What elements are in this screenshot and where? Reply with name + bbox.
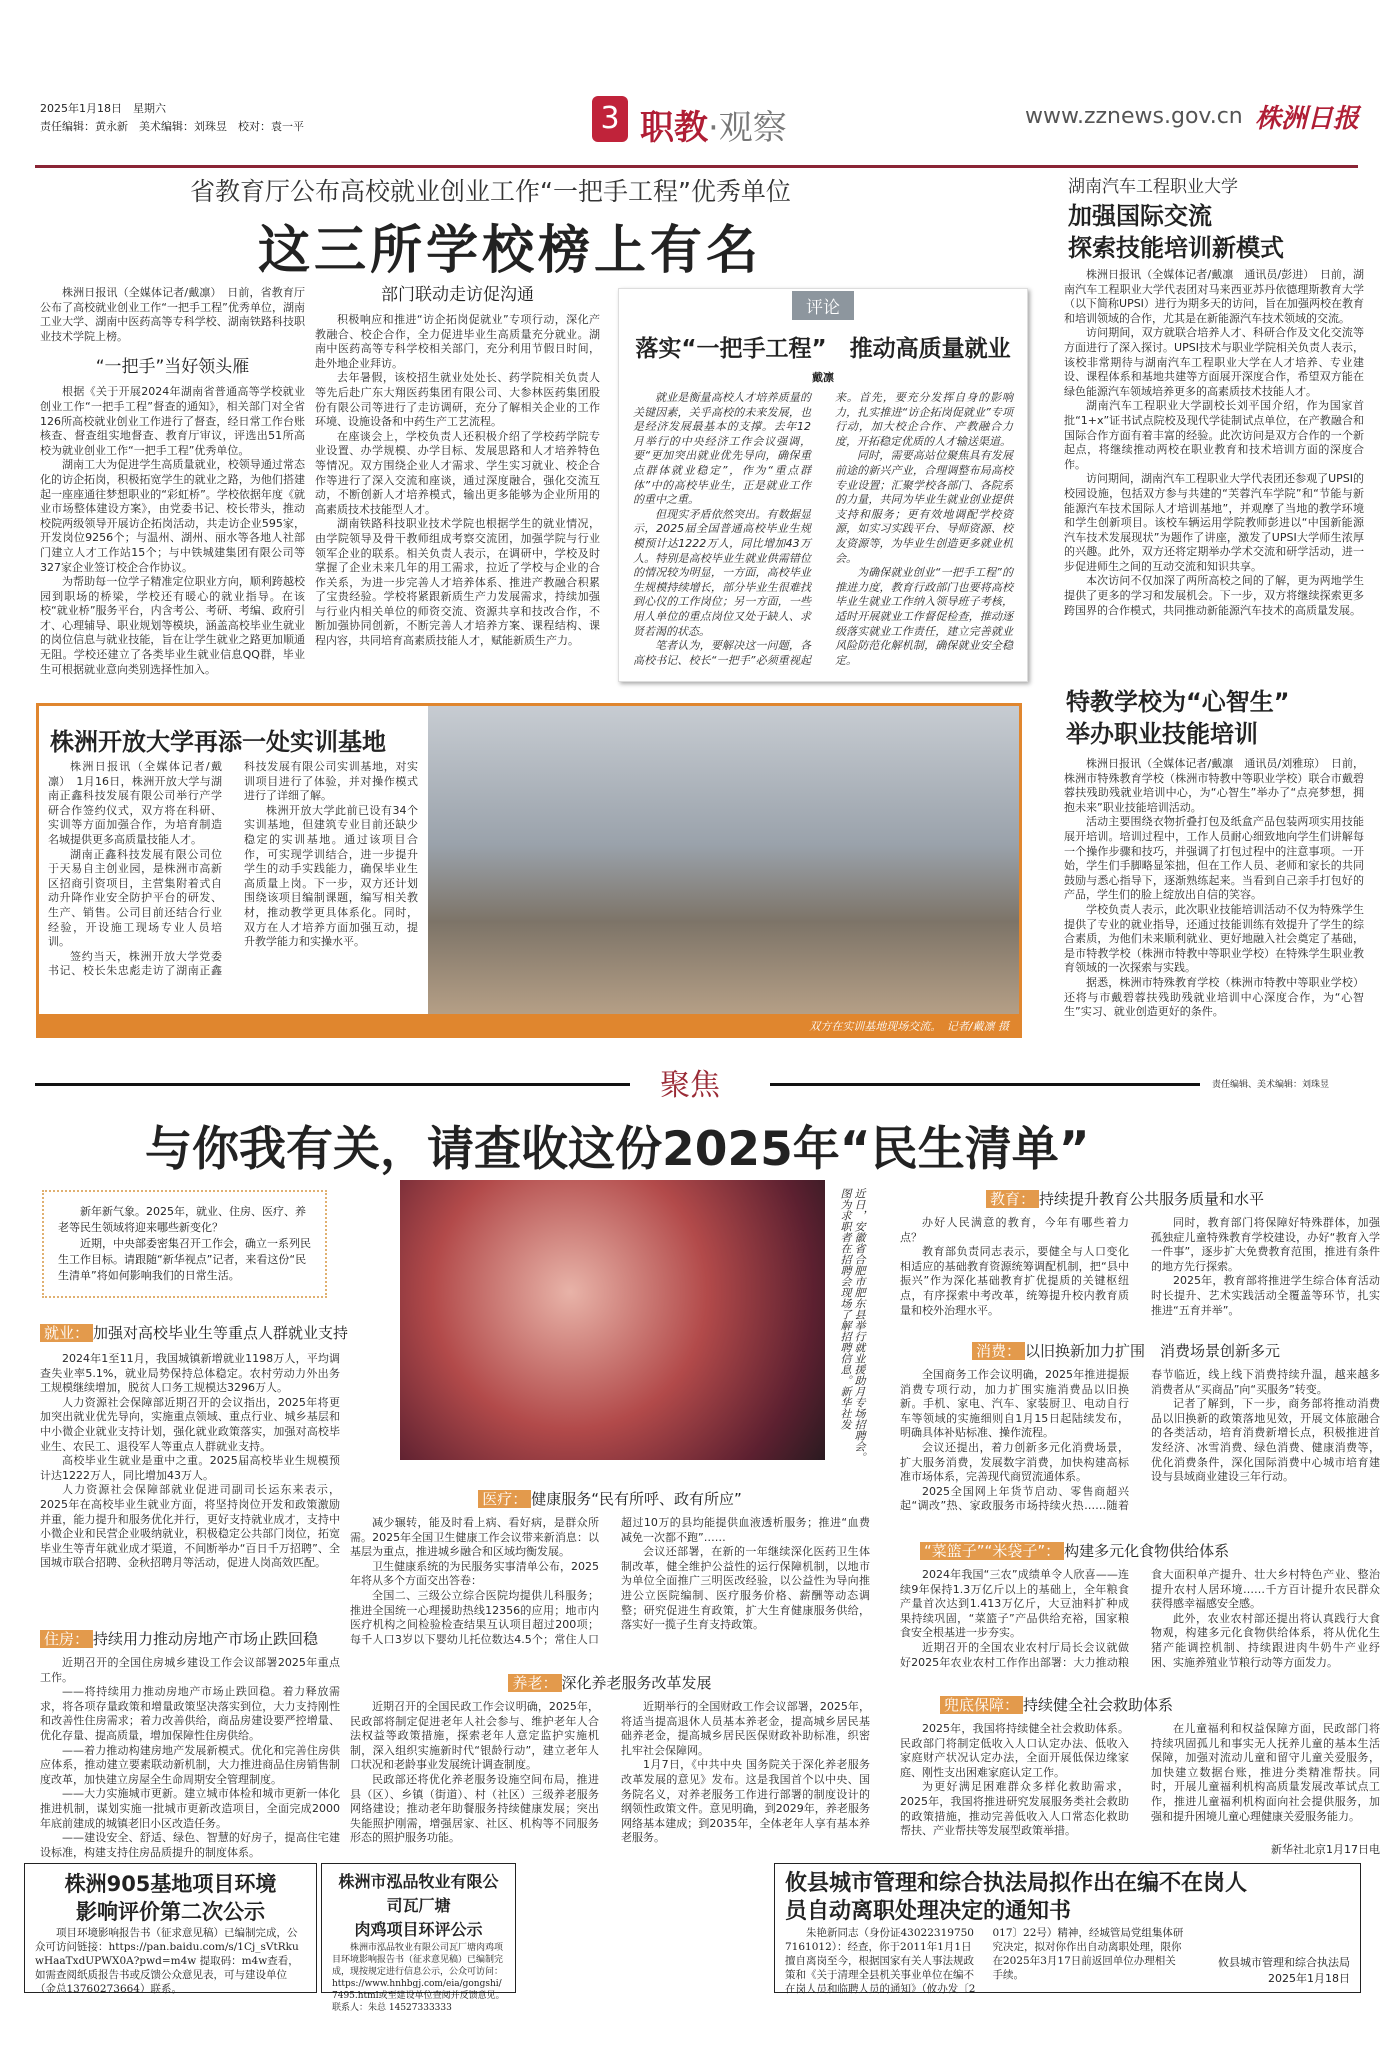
paragraph: 同时，教育部门将保障好特殊群体，加强孤独症儿童特殊教育学校建设，办好“教育入学一件事”，逐步扩大免费教育范围，推进有条件的地方先行探索。 [1151,1216,1380,1273]
paragraph: 民政部还将优化养老服务设施空间布局，推进县（区）、乡镇（街道）、村（社区）三级养老服务网络建设；推动老年助餐服务持续健康发展；突出失能照护刚需，增强居家、社区、机构等不同服务形态的照护服务功能。 [350,1772,599,1845]
paragraph: 2024年我国“三农”成绩单令人欣喜——连续9年保持1.3万亿斤以上的基础上，全年粮食产量首次达到1.413万亿斤，大豆油料扩种成果持续巩固，“菜篮子”产品供给充裕，国家粮食安全根基进一步夯实。 [900,1568,1129,1640]
paragraph: 去年暑假，该校招生就业处处长、药学院相关负责人等先后赴广东大翔医药集团有限公司、大参林医药集团股份有限公司等进行了走访调研，充分了解相关企业的工作环境、设施设备和中药生产工艺流程。 [315,371,600,429]
section-jiuye [40,1322,349,1571]
lead-headline: 这三所学校榜上有名 [258,221,763,281]
paragraph: ——建设安全、舒适、绿色、智慧的好房子，提高住宅建设标准，构建支持住房品质提升的制度体系。 [40,1831,340,1859]
page-number-badge: 3 [592,96,628,142]
lead-column-2 [315,280,600,649]
paragraph: 就业是衡量高校人才培养质量的关键因素，关乎高校的未来发展，也是经济发展最基本的支撑。去年12月举行的中央经济工作会议强调，要“更加突出就业优先导向，确保重点群体就业稳定”，作为“重点群体”中的高校毕业生，正是就业工作的重中之重。 [633,391,811,507]
paragraph: 株洲日报讯（全媒体记者/戴凛 通讯员/彭进） 日前，湖南汽车工程职业大学代表团对马来西亚苏丹依德理斯教育大学（以下简称UPSI）进行为期多天的访问，旨在加强两校在教育和培训领域的合作，尤其是在新能源汽车技术领域的交流。 [1064,268,1364,325]
paragraph: 为更好满足困难群众多样化救助需求，2025年，我国将推进研究发展服务类社会救助的政策措施，推动完善低收入人口常态化救助帮扶、产业帮扶等发展型政策举措。 [900,1780,1129,1838]
cailanzi-title: 构建多元化食物供给体系 [1064,1542,1230,1560]
commentary-tag: 评论 [792,291,854,320]
website-url[interactable]: www.zznews.gov.cn [1025,104,1243,129]
paragraph: 湖南工大为促进学生高质量就业，校领导通过常态化的访企拓岗，积极拓宽学生的就业之路，为他们搭建起一座座通往梦想职业的“彩虹桥”。学校依据年度《就业市场整体建设方案》，由党委书记、校长带头，推动校院两级领导开展访企拓岗活动，共走访企业595家，开发岗位9256个；与温州、湖州、丽水等各地人社部门建立人才工作站15个；与中铁城建集团有限公司等327家企业签订校企合作协议。 [40,458,305,574]
paragraph: 近期，中央部委密集召开工作会，确立一系列民生工作目标。请跟随“新华视点”记者，来看这份“民生清单”将如何影响我们的日常生活。 [58,1237,311,1282]
hnqc-kicker: 湖南汽车工程职业大学 [1068,177,1238,197]
paragraph: 2025年，我国将持续健全社会救助体系。民政部门将制定低收入人口认定办法、低收入家庭财产状况认定办法，全面开展低保边缘家庭、刚性支出困难家庭认定工作。 [900,1722,1129,1779]
paragraph: 2025全国网上年货节启动、零售商超兴起“调改”热、家政服务市场持续火热……随着春节临近，线上线下消费持续升温，越来越多消费者从“买商品”向“买服务”转变。 [900,1368,1380,1513]
paragraph: 减少辗转，能及时看上病、看好病，是群众所需。2025年全国卫生健康工作会议带来新消息：以基层为重点，推进城乡融合和区域均衡发展。 [350,1516,599,1559]
paragraph: 株洲日报讯（全媒体记者/戴凛） 1月16日，株洲开放大学与湖南正鑫科技发展有限公司举行产学研合作签约仪式，双方将在科研、实训等方面加强合作，为培育制造名城提供更多高质量技能人才。 [48,760,222,846]
paragraph: 访问期间，湖南汽车工程职业大学代表团还参观了UPSI的校园设施，包括双方参与共建的“芙蓉汽车学院”和“节能与新能源汽车技术国际人才培训基地”，并观摩了当地的教学环境和学生创新项目。该校车辆运用学院教师彭进以“中国新能源汽车技术发展现状”为题作了讲座，激发了UPSI大学师生浓厚的兴趣。此外，双方还将定期举办学术交流和研学活动，进一步促进师生之间的互动交流和知识共享。 [1064,472,1364,573]
open-university-title: 株洲开放大学再添一处实训基地 [50,728,386,756]
paragraph: 全国商务工作会议明确，2025年推进提振消费专项行动，加力扩围实施消费品以旧换新。手机、家电、汽车、家装厨卫、电动自行车等领域的实施细则自1月15日起陆续发布，明确具体补贴标准、操作流程。 [900,1368,1129,1440]
paragraph: 会议还部署，在新的一年继续深化医药卫生体制改革，健全维护公益性的运行保障机制，以地市为单位全面推广三明医改经验，以公益性为导向推进公立医院编制、医疗服务价格、薪酬等动态调整；研究促进生育政策，扩大生育健康服务供给，落实好一揽子生育支持政策。 [621,1545,870,1632]
paragraph: 近期举行的全国财政工作会议部署，2025年，将适当提高退休人员基本养老金，提高城乡居民基础养老金，提高城乡居民医保财政补助标准，织密扎牢社会保障网。 [621,1700,870,1757]
section-title [640,100,787,149]
notice-ad-youxian [774,1863,1361,1993]
editor-credits: 责任编辑：黄永新 美术编辑：刘珠昱 校对：袁一平 [40,120,304,133]
paragraph: 为帮助每一位学子精准定位职业方向，顺利跨越校园到职场的桥梁，学校还有暖心的就业指导。在该校“就业桥”服务平台，内含考公、考研、考编、政府引才、心理辅导、职业规划等模块，涵盖高校毕业生就业的岗位信息与就业技能，旨在让学生就业之路更加顺通无阻。学校还建立了各类毕业生就业信息QQ群，毕业生可根据就业意向类别选择性加入。 [40,575,305,676]
ad-title-1: 攸县城市管理和综合执法局拟作出在编不在岗人 [785,1871,1248,1896]
paragraph: 在儿童福利和权益保障方面，民政部门将持续巩固孤儿和事实无人抚养儿童的基本生活保障，加强对流动儿童和留守儿童关爱服务，加快建立数据台账，推进分类精准帮扶。同时，开展儿童福利机构高质量发展改革试点工作，推进儿童福利机构面向社会提供服务，加强和提升困境儿童心理健康关爱服务能力。 [1151,1722,1380,1823]
paragraph: 2025年，教育部将推进学生综合体育活动时长提升、艺术实践活动全覆盖等环节，扎实推进“五育并举”。 [1151,1274,1380,1317]
dateline: 新华社北京1月17日电 [1271,1842,1380,1856]
paragraph: 据悉，株洲市特殊教育学校（株洲市特教中等职业学校）还将与市戴碧蓉扶残助残就业培训中心深度合作，为“心智生”实习、就业创造更好的条件。 [1064,975,1364,1019]
ad-title-1: 株洲市泓品牧业有限公司瓦厂塘 [338,1872,499,1915]
jiuye-tag: 就业： [40,1324,93,1342]
lead-subhead-2: 部门联动走访促沟通 [381,285,534,305]
jiuye-title: 加强对高校毕业生等重点人群就业支持 [93,1324,349,1342]
ad-body: 项目环境影响报告书（征求意见稿）已编制完成，公众可访问链接：https://pan.baidu.com/s/1Cj_sVtRkuwHaaTxdUPWX0A?pwd=m4w 提取码：m4w查看，如需查阅纸质报告书或反馈公众意见表，可与建设单位（金总13760273664）联系。 [35,1927,299,1995]
section-sub: ·观察 [708,108,787,148]
ad-title-2: 肉鸡项目环评公示 [354,1920,483,1939]
paragraph: 近期召开的全国民政工作会议明确，2025年，民政部将制定促进老年人社会参与、维护老年人合法权益等政策措施，探索老年人意定监护实施机制，深入组织实施新时代“银龄行动”，建立老年人口状况和老龄事业发展统计调查制度。 [350,1700,599,1772]
paragraph: 在座谈会上，学校负责人还积极介绍了学校药学院专业设置、办学规模、办学目标、发展思路和人才培养特色等情况。双方围绕企业人才需求、学生实习就业、校企合作等进行了深入交流和座谈，通过深度融合，强化交流互动，不断创新人才培养模式，输出更多能够为企业所用的高素质技术技能型人才。 [315,429,600,516]
lead-subhead-1: “一把手”当好领头雁 [95,357,250,378]
tejiao-title-2: 举办职业技能培训 [1066,720,1258,748]
doudi-title: 持续健全社会救助体系 [1023,1696,1174,1714]
ad-title-1: 株洲905基地项目环境 [64,1872,277,1896]
paragraph: ——大力实施城市更新。建立城市体检和城市更新一体化推进机制，谋划实施一批城市更新改造项目，全面完成2000年底前建成的城镇老旧小区改造任务。 [40,1787,340,1830]
paragraph: 株洲日报讯（全媒体记者/戴凛 通讯员/刘雅琼） 日前，株洲市特殊教育学校（株洲市特教中等职业学校）联合市戴碧蓉扶残助残就业培训中心，为“心智生”举办了“点亮梦想，拥抱未来”职业技能培训活动。 [1064,757,1364,814]
paragraph: 株洲开放大学此前已设有34个实训基地，但建筑专业目前还缺少稳定的实训基地。通过该项目合作，可实现学训结合，进一步提升学生的动手实践能力，确保毕业生高质量上岗。下一步，双方还计划围绕该项目编制课题，编写相关教材，推动教学更具体系化。同时，双方在人才培养方面加强互动，提升教学能力和实操水平。 [244,803,418,949]
job-fair-photo [400,1180,825,1460]
tejiao-title-1: 特教学校为“心智生” [1066,688,1290,716]
paragraph: ——将持续用力推动房地产市场止跌回稳。着力释放需求，将各项存量政策和增量政策坚决落实到位，大力支持刚性和改善性住房需求；着力改善供给，商品房建设要严控增量、优化存量、提高质量，增加保障性住房供给。 [40,1685,340,1742]
paragraph: 近期召开的全国农业农村厅局长会议就做好2025年农业农村工作作出部署：大力推动粮食大面积单产提升、壮大乡村特色产业、整治提升农村人居环境……千方百计提升农民群众获得感幸福感安全感。 [900,1568,1380,1669]
focus-intro-box [42,1190,327,1298]
paragraph: 人力资源社会保障部近期召开的会议指出，2025年将更加突出就业优先导向，实施重点领域、重点行业、城乡基层和中小微企业就业支持计划，强化就业政策落实，加强对高校毕业生、农民工、退役军人等重点人群就业支持。 [40,1395,340,1453]
yiliao-title: 健康服务“民有所呼、政有所应” [531,1490,742,1508]
notice-ad-hongpin [321,1863,516,2013]
open-university-body [48,760,418,979]
commentary-title: 落实“一把手工程” 推动高质量就业 [635,336,1011,362]
training-base-photo [428,706,1019,1014]
paragraph: ——着力推动构建房地产发展新模式。优化和完善住房供应体系，推动建立要素联动新机制，大力推进商品住房销售制度改革，加快建立房屋全生命周期安全管理制度。 [40,1743,340,1786]
cailanzi-tag: “菜篮子”“米袋子”： [920,1542,1064,1560]
zhufang-tag: 住房： [40,1630,93,1648]
ad-body: 株洲市泓品牧业有限公司瓦厂塘肉鸡项目环境影响报告书（征求意见稿）已编制完成，现按规定进行信息公示，公众可访问：https://www.hnhbgj.com/eia/gongshi/7495.html或至建设单位查阅并反馈意见。联系人：朱总 14527333333 [332,1943,505,2013]
paragraph: 此外，农业农村部还提出将认真践行大食物观，构建多元化食物供给体系，将从优化生猪产能调控机制、持续跟进肉牛奶牛产业纾困、实施养殖业节粮行动等方面发力。 [1151,1611,1380,1669]
section-cailanzi [900,1540,1380,1670]
paragraph: 高校毕业生就业是重中之重。2025届高校毕业生规模预计达1222万人，同比增加43万人。 [40,1454,340,1482]
hnqc-body [1064,268,1364,618]
paragraph: 积极响应和推进“访企拓岗促就业”专项行动，深化产教融合、校企合作，全力促进毕业生高质量充分就业。湖南中医药高等专科学校相关部门，充分利用节假日时间，赴外地企业拜访。 [315,313,600,370]
focus-headline: 与你我有关，请查收这份2025年“民生清单” [145,1122,1090,1177]
section-jiaoyu [900,1188,1380,1318]
jiaoyu-tag: 教育： [986,1190,1039,1208]
paragraph: 湖南正鑫科技发展有限公司位于天易自主创业园，是株洲市高新区招商引资项目，主营集附着式自动升降作业安全防护平台的研发、生产、销售。公司目前还结合行业经验，开设施工现场专业人员培训。 [48,847,222,949]
ad-body: 朱艳新同志（身份证430223197507161012）：经查，你于2011年1月1日擅自离岗至今，根据国家有关人事法规政策和《关于清理全县机关事业单位在编不在岗人员和临聘人员的通知》（攸办发〔2017〕22号）精神，经城管局党组集体研究决定，拟对你作出自动离职处理，限你在2025年3月17日前返回单位办理相关手续。 [785,1927,1184,1995]
notice-ad-905 [24,1863,317,1993]
focus-editors: 责任编辑、美术编辑：刘珠昱 [1212,1080,1330,1090]
paragraph: 签约当天，株洲开放大学党委书记、校长朱忠彪走访了湖南正鑫科技发展有限公司实训基地，对实训项目进行了体验，并对操作模式进行了详细了解。 [48,760,418,978]
focus-rule-left [35,1083,630,1086]
ad-title-2: 员自动离职处理决定的通知书 [785,1899,1072,1924]
header-rule [35,165,1358,168]
paragraph: 教育部负责同志表示，要健全与人口变化相适应的基础教育资源统筹调配机制，把“县中振兴”作为深化基础教育扩优提质的关键枢纽点，有序探索中考改革，统筹提升校内教育质量和校外治理水平。 [900,1245,1129,1317]
paragraph: 办好人民满意的教育，今年有哪些着力点？ [900,1216,1129,1244]
paragraph: 本次访问不仅加深了两所高校之间的了解，更为两地学生提供了更多的学习和发展机会。下一步，双方将继续探索更多跨国界的合作模式，共同推动新能源汽车技术的高质量发展。 [1064,574,1364,617]
section-zhufang [40,1628,340,1860]
photo-caption: 双方在实训基地现场交流。 记者/戴凛 摄 [39,1014,1019,1036]
paragraph: 全国二、三级公立综合医院均提供儿科服务；推进全国统一心理援助热线12356的应用；地市内医疗机构之间检验检查结果互认项目超过200项；每千人口3岁以下婴幼儿托位数达4.5个；常住人口超过10万的县均能提供血液透析服务；推进“血费减免一次都不跑”…… [350,1516,870,1646]
paragraph: 人力资源社会保障部就业促进司副司长运东来表示，2025年在高校毕业生就业方面，将坚持岗位开发和政策激励并重，能力提升和服务优化并行，更好支持就业成才，支持中小微企业和民营企业吸纳就业，积极稳定公共部门岗位，拓宽毕业生等青年就业成才渠道，不间断举办“百日千万招聘”、全国城市联合招聘、金秋招聘月等活动，促进人岗高效匹配。 [40,1483,340,1570]
commentary-author: 戴凛 [812,371,834,384]
focus-rule-right [770,1083,1200,1086]
section-yiliao [350,1488,870,1647]
paragraph: 湖南汽车工程职业大学副校长刘平国介绍，作为国家首批“1+x”证书试点院校及现代学徒制试点单位，在产教融合和国际合作方面有着丰富的经验。此次访问是双方合作的一个新起点，将继续推动两校在职业教育和技术培训方面的深度合作。 [1064,399,1364,471]
newspaper-logo: 株洲日报 [1255,104,1360,134]
paragraph: 访问期间，双方就联合培养人才、科研合作及文化交流等方面进行了深入探讨。UPSI技术与职业学院相关负责人表示，该校非常期待与湖南汽车工程职业大学在人才培养、专业建设、课程体系和基地共建等方面展开深度合作，希望双方能在绿色能源汽车领域培养更多的高素质技术技能人才。 [1064,326,1364,398]
paragraph: 同时，需要高站位聚焦具有发展前途的新兴产业，合理调整布局高校专业设置；汇聚学校各部门、各院系的力量，共同为毕业生就业创业提供支持和服务；更有效地调配学校资源，如实习实践平台、导师资源、校友资源等，为毕业生创造更多就业机会。 [835,449,1013,565]
tejiao-body [1064,757,1364,1020]
hnqc-title-2: 探索技能培训新模式 [1068,234,1284,262]
paragraph: 近期召开的全国住房城乡建设工作会议部署2025年重点工作。 [40,1656,340,1684]
paragraph: 学校负责人表示，此次职业技能培训活动不仅为特殊学生提供了专业的就业指导，还通过技能训练有效提升了学生的综合素质，为他们未来顺利就业、更好地融入社会奠定了基础，是市特教学校（株洲市特教中等职业学校）在特殊学生职业教育领域的一次探索与实践。 [1064,902,1364,975]
paragraph: 活动主要围绕衣物折叠打包及纸盒产品包装两项实用技能展开培训。培训过程中，工作人员耐心细致地向学生们讲解每一个操作步骤和技巧，并强调了打包过程中的注意事项。一开始，学生们手脚略显笨拙，但在工作人员、老师和家长的共同鼓励与悉心指导下，逐渐熟练起来。当看到自己亲手打包好的产品，学生们的脸上绽放出自信的笑容。 [1064,815,1364,902]
paragraph: 根据《关于开展2024年湖南省普通高等学校就业创业工作“一把手工程”督查的通知》，相关部门对全省126所高校就业创业工作进行了督查，经日常工作台账核查、督查组实地督查、教育厅审议，评选出51所高校为就业创业工作“一把手工程”优秀单位。 [40,385,305,457]
hnqc-title-1: 加强国际交流 [1068,202,1212,230]
yanglao-title: 深化养老服务改革发展 [561,1674,712,1692]
section-main: 职教 [640,108,708,148]
section-doudi [900,1694,1380,1857]
job-fair-caption: 近日，安徽省合肥市肥东县举行就业援助月专场招聘会。图为求职者在招聘会现场了解招聘信息。新华社发 [839,1188,866,1463]
zhufang-title: 持续用力推动房地产市场止跌回稳 [93,1630,319,1648]
yiliao-tag: 医疗： [478,1490,531,1508]
paragraph: 笔者认为，要解决这一问题，各高校书记、校长“一把手”必须重视起来。首先，要充分发挥自身的影响力，扎实推进“访企拓岗促就业”专项行动，加大校企合作、产教融合力度，开拓稳定优质的人才输送渠道。 [633,391,1013,667]
paragraph: 会议还提出，着力创新多元化消费场景，扩大服务消费，发展数字消费，加快构建高标准市场体系，完善现代商贸流通体系。 [900,1440,1129,1484]
section-xiaofei [900,1340,1380,1514]
paragraph: 2024年1至11月，我国城镇新增就业1198万人，平均调查失业率5.1%，就业局势保持总体稳定。农村劳动力外出务工规模继续增加，脱贫人口务工规模达3296万人。 [40,1352,340,1395]
lead-kicker: 省教育厅公布高校就业创业工作“一把手工程”优秀单位 [190,177,791,206]
doudi-tag: 兜底保障： [940,1696,1023,1714]
section-yanglao [350,1672,870,1846]
issue-date: 2025年1月18日 星期六 [40,102,166,115]
ad-date: 2025年1月18日 [1268,1972,1350,1985]
xiaofei-title: 以旧换新加力扩围 消费场景创新多元 [1025,1342,1281,1360]
yanglao-tag: 养老： [508,1674,561,1692]
paragraph: 为确保就业创业“一把手工程”的推进力度，教育行政部门也要将高校毕业生就业工作纳入领导班子考核，适时开展就业工作督促检查，推动逐级落实就业工作责任，建立完善就业风险防范化解机制，确保就业安全稳定。 [835,566,1013,667]
paragraph: 但现实矛盾依然突出。有数据显示，2025届全国普通高校毕业生规模预计达1222万人，同比增加43万人。特别是高校毕业生就业供需错位的情况较为明显，一方面，高校毕业生规模持续增长，部分毕业生很难找到心仪的工作岗位；另一方面，一些用人单位的重点岗位又处于缺人、求贤若渴的状态。 [633,507,811,638]
jiaoyu-title: 持续提升教育公共服务质量和水平 [1039,1190,1265,1208]
paragraph: 株洲日报讯（全媒体记者/戴凛） 日前，省教育厅公布了高校就业创业工作“一把手工程”优秀单位，湖南工业大学、湖南中医药高等专科学校、湖南铁路科技职业技术学院上榜。 [40,286,305,343]
ad-title-2: 影响评价第二次公示 [76,1900,265,1924]
paragraph: 湖南铁路科技职业技术学院也根据学生的就业情况，由学院领导及骨干教师组成考察交流团，加强学院与行业领军企业的联系。相关负责人表示，在调研中，学校及时掌握了企业未来几年的用工需求，拉近了学校与企业的合作关系，为进一步完善人才培养体系、推进产教融合积累了宝贵经验。学校将紧跟新质生产力发展需求，持续加强与行业内相关单位的师资交流、资源共享和技改合作，不断加强协同创新，不断完善人才培养方案、课程结构、课程内容，共同培育高素质技能人才，赋能新质生产力。 [315,517,600,648]
paragraph: 1月7日，《中共中央 国务院关于深化养老服务改革发展的意见》发布。这是我国首个以中央、国务院名义，对养老服务工作进行部署的制度设计的纲领性政策文件。意见明确，到2029年，养老服务网络基本建成；到2035年，全体老年人享有基本养老服务。 [621,1758,870,1845]
ad-signer: 攸县城市管理和综合执法局 [1218,1956,1350,1969]
paragraph: 卫生健康系统的为民服务实事清单公布，2025年将从多个方面交出答卷： [350,1559,599,1588]
commentary-box [618,288,1028,682]
focus-label: 聚焦 [660,1068,720,1103]
xiaofei-tag: 消费： [972,1342,1025,1360]
paragraph: 新年新气象。2025年，就业、住房、医疗、养老等民生领域将迎来哪些新变化？ [58,1205,306,1234]
lead-column-1 [40,286,305,677]
paragraph: 记者了解到，下一步，商务部将推动消费品以旧换新的政策落地见效，开展文体旅融合的各类活动，培育消费新增长点，积极推进首发经济、冰雪消费、绿色消费、健康消费等，优化消费条件，深化国际消费中心城市培育建设与县域商业建设三年行动。 [1151,1397,1380,1484]
